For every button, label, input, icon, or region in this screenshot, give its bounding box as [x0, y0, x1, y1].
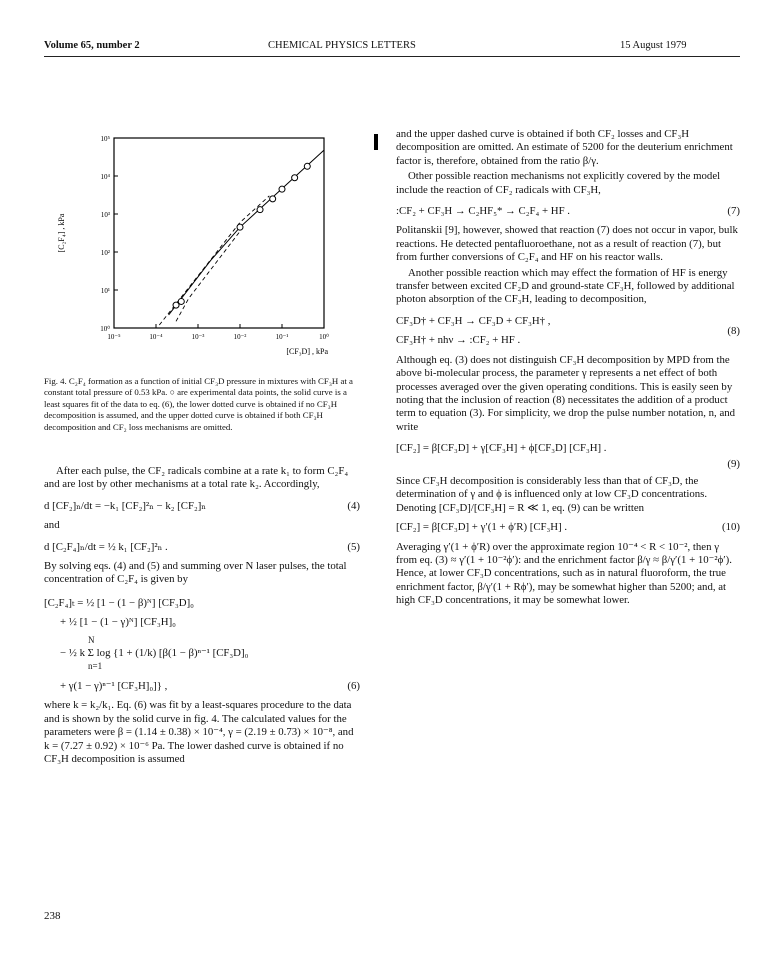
- data-point: [292, 175, 298, 181]
- x-tick-label: 10⁻¹: [275, 333, 289, 341]
- figure-caption: Fig. 4. C₂F₄ formation as a function of initial CF₃D pressure in mixtures with CF₃H at a constant total pressure of 0.53 kPa. ○ are experimental data points, the solid curve is a least squares fit of the data to eq. (6), the lower dotted curve is obtained if no CF₃H decomposition is assumed, and the upper dotted curve is obtained if both CF₃H decomposition and CF₂ loss mechanisms are omitted.: [44, 376, 353, 432]
- x-tick-label: 10⁻²: [233, 333, 247, 341]
- data-point: [270, 196, 276, 202]
- data-point: [257, 207, 263, 213]
- fit-curve: [169, 150, 324, 315]
- x-tick-label: 10⁻⁵: [107, 333, 121, 341]
- equation-9: [CF₂] = β[CF₃D] + γ[CF₃H] + ϕ[CF₃D] [CF₃H] .: [396, 442, 607, 455]
- paragraph: and the upper dashed curve is obtained if both CF₂ losses and CF₃H decomposition are omitted. An estimate of 5200 for the deuterium enrichment factor is, therefore, obtained from the ratio β/γ.: [396, 128, 733, 167]
- figure-4-chart: [44, 120, 364, 370]
- y-tick-label: 10³: [100, 211, 110, 219]
- volume-label: Volume 65, number 2: [44, 40, 140, 51]
- journal-title: CHEMICAL PHYSICS LETTERS: [268, 40, 416, 51]
- paragraph: Other possible reaction mechanisms not explicitly covered by the model include the reaction of CF₂ radicals with CF₃H,: [396, 170, 721, 196]
- paragraph: Politanskii [9], however, showed that reaction (7) does not occur in vapor, bulk reactions. He detected pentafluoroethane, not as a result of reaction (7), but from further conversions of C₂F₄ and HF on his reactor walls.: [396, 224, 738, 264]
- data-point: [237, 224, 243, 230]
- data-point: [304, 163, 310, 169]
- equation-4: d [CF₂]ₙ/dt = −k₁ [CF₂]²ₙ − k₂ [CF₂]ₙ (4): [44, 499, 360, 512]
- x-tick-label: 10⁰: [319, 333, 329, 341]
- right-column: and the upper dashed curve is obtained if both CF₂ losses and CF₃H decomposition are omitted. An estimate of 5200 for the deuterium enrichment factor is, therefore, obtained from the ratio β/γ. Other possible reaction mechanisms not explicitly covered by the model include the reaction of CF₂ radicals with CF₃H, :CF₂ + CF₃H → C₂HF₅* → C₂F₄ + HF . (7) Politanskii [9], however, showed that reaction (7) does not occur in vapor, bulk reactions. He detected pentafluoroethane, not as a result of reaction (7), but from further conversions of C₂F₄ and HF on his reactor walls. Another possible reaction which may effect the formation of HF is energy transfer between excited CF₂D and ground-state CF₃H, followed by additional photon absorption of the CF₃H, leading to decomposition, CF₃D† + CF₃H → CF₃D + CF₃H† , CF₃H† + nhν → :CF₂ + HF . (8) Although eq. (3) does not distinguish CF₃H decomposition by MPD from the above bi-molecular process, the parameter γ represents a net effect of both processes averaged over the given operating conditions. This is easily seen by noting that the inclusion of reaction (8) necessitates the addition of a product term to equation (3). For simplicity, we drop the pulse number notation, n, and write [CF₂] = β[CF₃D] + γ[CF₃H] + ϕ[CF₃D] [CF₃H] . (9) Since CF₃H decomposition is considerably less than that of CF₃D, the determination of γ and ϕ is influenced only at low CF₃D concentrations. Denoting [CF₃D]/[CF₃H] = R ≪ 1, eq. (9) can be written [CF₂] = β[CF₃D] + γ′(1 + ϕ′R) [CF₃H] . (10) Averaging γ′(1 + ϕ′R) over the approximate region 10⁻⁴ < R < 10⁻², then γ from eq. (3) ≈ γ′(1 + 10⁻²ϕ′): and the enrichment factor β/γ ≈ β/γ′(1 + 10⁻²ϕ′). Hence, at lower CF₃D concentrations, such as in natural fluoroform, the true enrichment factor, β/γ′(1 + Rϕ′), may be somewhat higher than 5200; and, at high CF₃D concentrations, it may be somewhat lower.: [396, 128, 740, 607]
- running-header: [0, 40, 776, 56]
- equation-7: :CF₂ + CF₃H → C₂HF₅* → C₂F₄ + HF . (7): [396, 205, 740, 218]
- page-number: 238: [44, 910, 61, 922]
- x-tick-label: 10⁻⁴: [149, 333, 163, 341]
- paragraph: Although eq. (3) does not distinguish CF₃H decomposition by MPD from the above bi-molecular process, the parameter γ represents a net effect of both processes averaged over the given operating conditions. This is easily seen by noting that the inclusion of reaction (8) necessitates the addition of a product term to equation (3). For simplicity, we drop the pulse number notation, n, and write: [396, 353, 736, 433]
- header-rule: [44, 56, 740, 57]
- y-tick-label: 10⁵: [100, 135, 110, 143]
- equation-8: CF₃D† + CF₃H → CF₃D + CF₃H† , CF₃H† + nhν → :CF₂ + HF . (8): [396, 314, 740, 347]
- x-axis-label: [CF₃D] , kPa: [286, 347, 328, 356]
- y-tick-label: 10⁰: [100, 325, 110, 333]
- paragraph: By solving eqs. (4) and (5) and summing over N laser pulses, the total concentration of C₂F₄ is given by: [44, 560, 347, 586]
- y-axis-label: [C₂F₄] , kPa: [57, 213, 66, 253]
- y-tick-label: 10²: [100, 249, 110, 257]
- paragraph: and: [44, 519, 60, 532]
- lower-dashed-curve: [176, 231, 240, 321]
- y-tick-label: 10⁴: [100, 173, 110, 181]
- equation-5: d [C₂F₄]ₙ/dt = ½ k₁ [CF₂]²ₙ . (5): [44, 540, 360, 553]
- left-column: [44, 465, 360, 768]
- y-tick-label: 10¹: [100, 287, 110, 295]
- x-tick-label: 10⁻³: [191, 333, 205, 341]
- paragraph: where k = k₂/k₁. Eq. (6) was fit by a least-squares procedure to the data and is shown by the solid curve in fig. 4. The calculated values for the parameters were β = (1.14 ± 0.38) × 10⁻⁴, γ = (2.19 ± 0.73) × 10⁻⁸, and k = (7.27 ± 0.92) × 10⁻⁶ Pa. The lower dashed curve is obtained if no CF₃H decomposition is assumed: [44, 699, 354, 765]
- paragraph: Averaging γ′(1 + ϕ′R) over the approximate region 10⁻⁴ < R < 10⁻², then γ from eq. (3) ≈ γ′(1 + 10⁻²ϕ′): and the enrichment factor β/γ ≈ β/γ′(1 + 10⁻²ϕ′). Hence, at lower CF₃D concentrations, such as in natural fluoroform, the true enrichment factor, β/γ′(1 + Rϕ′), may be somewhat higher than 5200; and, at high CF₃D concentrations, it may be somewhat lower.: [396, 540, 732, 607]
- equation-10: [CF₂] = β[CF₃D] + γ′(1 + ϕ′R) [CF₃H] . (10): [396, 521, 740, 534]
- paragraph: Another possible reaction which may effect the formation of HF is energy transfer between excited CF₂D and ground-state CF₃H, followed by additional photon absorption of the CF₃H, leading to decomposition,: [396, 266, 735, 306]
- plot-frame: [114, 138, 324, 328]
- data-point: [279, 186, 285, 192]
- margin-mark: [374, 134, 378, 150]
- paragraph: Since CF₃H decomposition is considerably less than that of CF₃D, the determination of γ and ϕ is influenced only at low CF₃D concentrations. Denoting [CF₃D]/[CF₃H] = R ≪ 1, eq. (9) can be written: [396, 474, 708, 514]
- issue-date: 15 August 1979: [620, 40, 687, 51]
- paragraph: After each pulse, the CF₂ radicals combine at a rate k₁ to form C₂F₄ and are lost by other mechanisms at a total rate k₂. Accordingly,: [44, 465, 349, 491]
- data-point: [173, 302, 179, 308]
- equation-6: [C₂F₄]ₜ = ½ [1 − (1 − β)ᴺ] [CF₃D]₀ + ½ [1 − (1 − γ)ᴺ] [CF₃H]₀ N − ½ k Σ log {1 + (1/k) [β(1 − β)ⁿ⁻¹ [CF₃D]₀ n=1 + γ(1 − γ)ⁿ⁻¹ [CF₃H]₀]} , (6): [44, 596, 360, 692]
- data-point: [178, 298, 184, 304]
